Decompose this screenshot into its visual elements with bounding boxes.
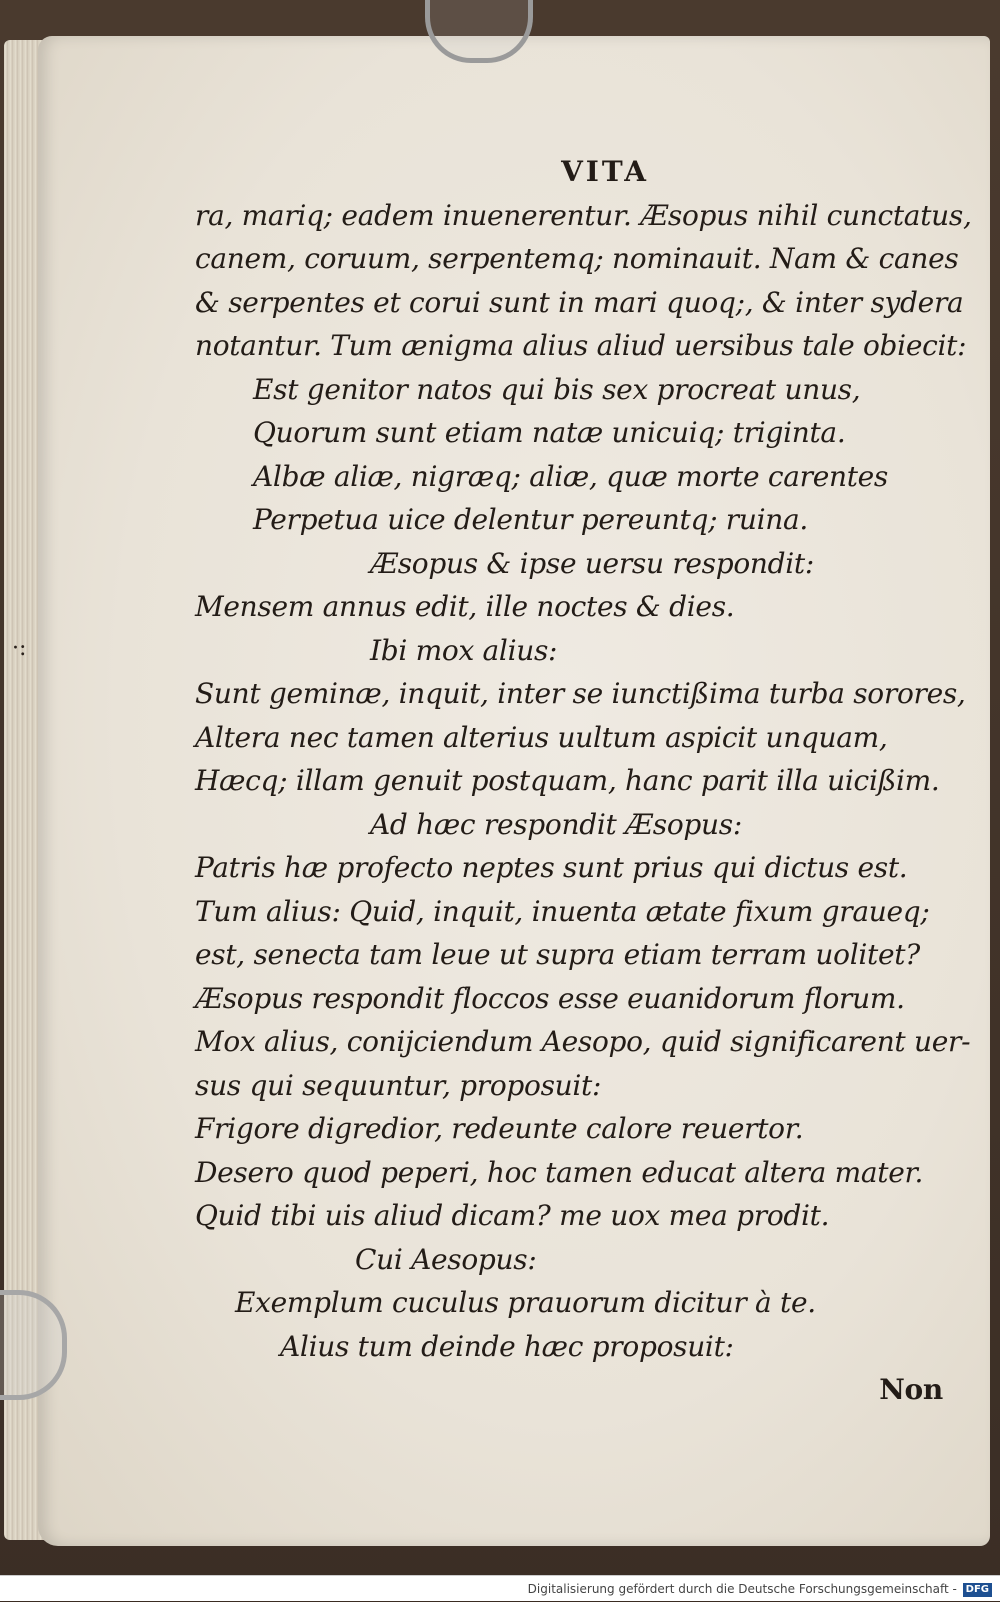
catchword: Non — [879, 1373, 943, 1406]
text-line: Alius tum deinde hæc proposuit: — [280, 1329, 734, 1363]
text-line: Æsopus respondit floccos esse euanidorum florum. — [195, 981, 905, 1015]
speaker-line: Æsopus & ipse uersu respondit: — [370, 546, 815, 580]
verse-line: Sunt geminæ, inquit, inter se iunctißima turba sorores, — [195, 677, 966, 710]
verse-line: Quid tibi uis aliud dicam? me uox mea prodit. — [195, 1199, 830, 1232]
verse-line: Hæcq; illam genuit postquam, hanc parit illa uicißim. — [195, 764, 940, 797]
text-line: canem, coruum, serpentemq; nominauit. Nam & canes — [195, 242, 959, 275]
text-line: & serpentes et corui sunt in mari quoq;, & inter sydera — [195, 285, 964, 319]
text-line: notantur. Tum ænigma alius aliud uersibus tale obiecit: — [195, 329, 967, 362]
verse-line: Exemplum cuculus prauorum dicitur à te. — [235, 1286, 816, 1319]
dfg-logo-icon: DFG — [963, 1583, 992, 1597]
verse-line: Frigore digredior, redeunte calore reuertor. — [195, 1112, 804, 1145]
margin-mark: ·: — [12, 636, 27, 661]
digitization-footer — [0, 1575, 1000, 1601]
speaker-line: Ad hæc respondit Æsopus: — [370, 807, 742, 841]
verse-line: Mensem annus edit, ille noctes & dies. — [195, 590, 735, 623]
text-line: Mox alius, conijciendum Aesopo, quid significarent uer- — [195, 1025, 971, 1058]
speaker-line: Ibi mox alius: — [370, 633, 558, 667]
verse-line: Desero quod peperi, hoc tamen educat altera mater. — [195, 1155, 924, 1189]
verse-line: Est genitor natos qui bis sex procreat unus, — [253, 372, 861, 406]
verse-line: Albæ aliæ, nigræq; aliæ, quæ morte carentes — [253, 459, 888, 493]
verse-line: Patris hæ profecto neptes sunt prius qui dictus est. — [195, 851, 908, 884]
text-line: ra, mariq; eadem inuenerentur. Æsopus nihil cunctatus, — [195, 198, 972, 232]
speaker-line: Cui Aesopus: — [355, 1242, 537, 1276]
verse-line: Quorum sunt etiam natæ unicuiq; triginta. — [253, 416, 846, 449]
text-line: est, senecta tam leue ut supra etiam terram uolitet? — [195, 938, 920, 971]
footer-credit: Digitalisierung gefördert durch die Deutsche Forschungsgemeinschaft - — [527, 1582, 957, 1596]
page-text — [195, 150, 972, 1412]
verse-line: Perpetua uice delentur pereuntq; ruina. — [253, 503, 808, 536]
running-header: VITA — [561, 155, 649, 188]
verse-line: Altera nec tamen alterius uultum aspicit unquam, — [195, 720, 888, 754]
text-line: Tum alius: Quid, inquit, inuenta ætate fixum graueq; — [195, 894, 930, 928]
text-line: sus qui sequuntur, proposuit: — [195, 1068, 602, 1102]
